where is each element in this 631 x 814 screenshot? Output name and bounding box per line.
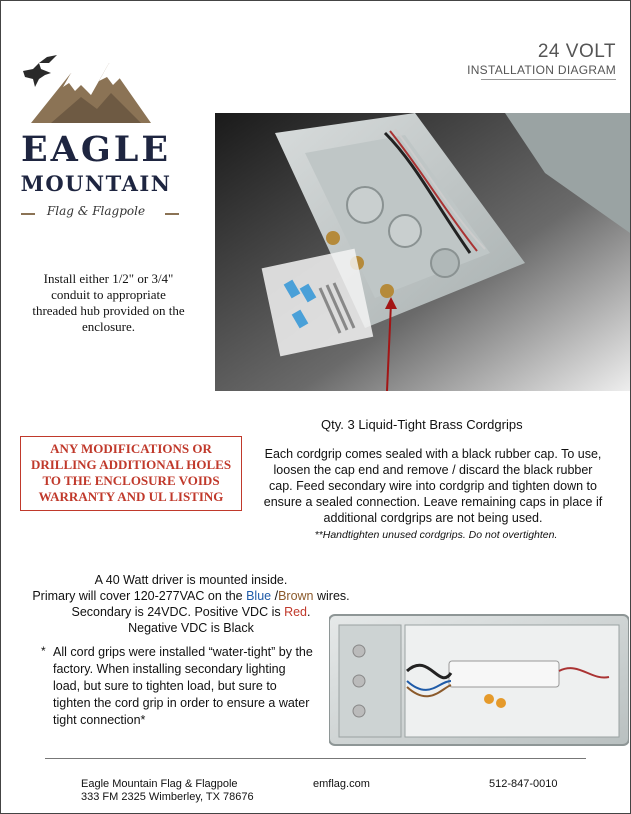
blue-wire-label: Blue <box>246 589 272 603</box>
footer-phone: 512-847-0010 <box>489 778 558 790</box>
cordgrip-instructions: Each cordgrip comes sealed with a black rubber cap. To use, loosen the cap end and remove / discard the black rubber cap. Feed secondary wire into cordgrip and tighten down to ensure a sealed connection. Leave remaining caps in place if additional cordgrips are not being used. <box>263 447 603 525</box>
footer-address: 333 FM 2325 Wimberley, TX 78676 <box>81 791 254 803</box>
header-divider <box>481 79 616 80</box>
footer-website[interactable]: emflag.com <box>313 778 370 790</box>
conduit-instruction: Install either 1/2" or 3/4" conduit to appropriate threaded hub provided on the enclosure. <box>32 271 185 334</box>
eagle-icon <box>23 55 57 87</box>
driver-line-3-text: Secondary is 24VDC. Positive VDC is <box>71 605 285 619</box>
driver-line-4: Negative VDC is Black <box>128 621 254 635</box>
mountain-icon <box>31 63 151 123</box>
footer-divider <box>45 758 586 759</box>
logo-word-eagle: EAGLE <box>20 129 171 170</box>
logo-word-mountain: MOUNTAIN <box>20 171 172 196</box>
driver-description <box>11 572 371 636</box>
warranty-warning-box: ANY MODIFICATIONS OR DRILLING ADDITIONAL HOLES TO THE ENCLOSURE VOIDS WARRANTY AND UL LISTING <box>20 436 242 511</box>
driver-line-2-text: Primary will cover 120-277VAC on the <box>32 589 247 603</box>
wire-slash: / <box>271 589 279 603</box>
enclosure-photo-open <box>215 113 630 391</box>
driver-line-2-end: wires. <box>313 589 350 603</box>
driver-line-3-end: . <box>307 605 311 619</box>
page-subtitle: INSTALLATION DIAGRAM <box>467 63 616 77</box>
logo-dash-right <box>165 213 179 215</box>
driver-line-2 <box>11 588 371 604</box>
cordgrip-note: **Handtighten unused cordgrips. Do not overtighten. <box>314 529 558 541</box>
page-title: 24 VOLT <box>537 41 616 62</box>
cordgrip-caption: Qty. 3 Liquid-Tight Brass Cordgrips <box>321 417 523 432</box>
footer-company: Eagle Mountain Flag & Flagpole <box>81 778 238 790</box>
logo-tagline: Flag & Flagpole <box>46 204 146 218</box>
enclosure-photo-driver <box>329 611 629 747</box>
red-wire-label: Red <box>284 605 308 619</box>
watertight-note: All cord grips were installed “water-tight” by the factory. When installing secondary lighting load, but sure to tighten load, but sure to tighten the cord grip in order to ensure a water tight connection* <box>53 645 313 727</box>
driver-line-3 <box>11 604 371 620</box>
driver-line-1: A 40 Watt driver is mounted inside. <box>94 573 288 587</box>
brown-wire-label: Brown <box>278 589 314 603</box>
bullet-marker: * <box>41 644 46 658</box>
